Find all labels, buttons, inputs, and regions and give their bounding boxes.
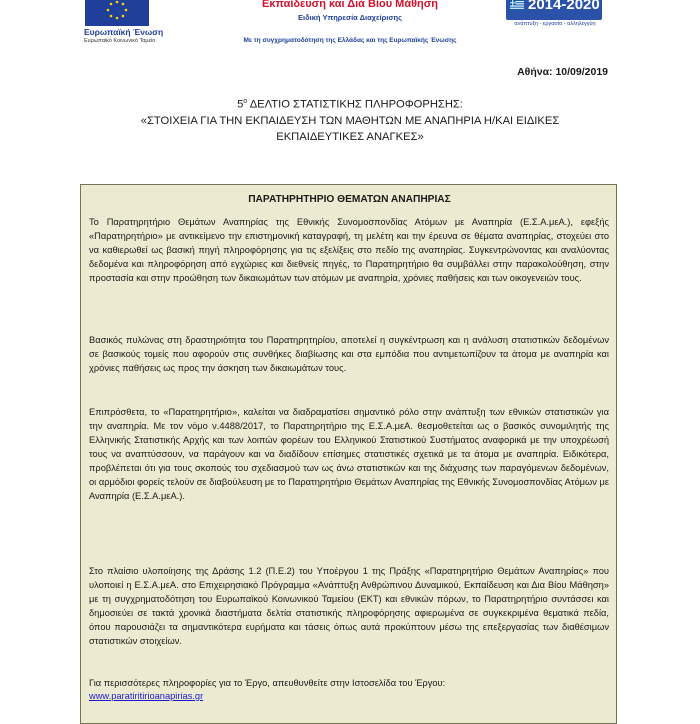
document-header xyxy=(0,0,700,62)
paragraph-4: Στο πλαίσιο υλοποίησης της Δράσης 1.2 (Π.Ε.2) του Υποέργου 1 της Πράξης «Παρατηρητήριο Θεμάτων Αναπηρίας» που υλοποιεί η Ε.Σ.Α.μεΑ. στο Επιχειρησιακό Πρόγραμμα «Ανάπτυξη Ανθρώπινου Δυναμικού, Εκπαίδευση και Δια Βίου Μάθηση» με τη συγχρηματοδότηση του Ευρωπαϊκού Κοινωνικού Ταμείου (ΕΚΤ) και εθνικών πόρων, το Παρατηρητήριο συντάσσει και δημοσιεύει σε τακτά χρονικά διαστήματα δελτία στατιστικής πληροφόρησης αφιερωμένα σε συγκεκριμένα θεματικά πεδία, όπου παρουσιάζει τα σημαντικότερα ευρήματα και τάσεις όπως αυτά προκύπτουν μέσω της επεξεργασίας των διαθέσιμων στατιστικών στοιχείων. xyxy=(89,566,609,646)
title-number-suffix: ο xyxy=(243,98,248,105)
observatory-info-box xyxy=(80,184,617,724)
title-line-1-text: ΔΕΛΤΙΟ ΣΤΑΤΙΣΤΙΚΗΣ ΠΛΗΡΟΦΟΡΗΣΗΣ: xyxy=(247,98,463,111)
program-title: Εκπαίδευση και Διά Βίου Μάθηση xyxy=(261,0,439,10)
espa-logo xyxy=(506,0,602,20)
paragraph-2: Βασικός πυλώνας στη δραστηριότητα του Παρατηρητηρίου, αποτελεί η συγκέντρωση και η ανάλυση στατιστικών δεδομένων σε βασικούς τομείς που αφορούν στις συνθήκες διαβίωσης και στα εμπόδια που αντιμετωπίζουν τα άτομα με αναπηρία και χρόνιες παθήσεις ως προς την άσκηση των δικαιωμάτων τους. xyxy=(89,335,609,373)
eu-flag-icon xyxy=(85,0,149,26)
project-website-link[interactable]: www.paratiritirioanapirias.gr xyxy=(89,691,204,701)
paragraph-5: Για περισσότερες πληροφορίες για το Έργο, απευθυνθείτε στην Ιστοσελίδα του Έργου: xyxy=(89,678,446,688)
title-line-1 xyxy=(90,94,610,113)
title-number: 5 xyxy=(237,98,244,111)
paragraph-3: Επιπρόσθετα, το «Παρατηρητήριο», καλείται να διαδραματίσει σημαντικό ρόλο στην ανάπτυξη των εθνικών στατιστικών για την αναπηρία. Με τον νόμο ν.4488/2017, το Παρατηρητήριο της Ε.Σ.Α.μεΑ. θεσμοθετείται ως ο βασικός συνομιλητής της Ελληνικής Στατιστικής Αρχής και των λοιπών φορέων του Ελληνικού Στατιστικού Συστήματος αναφορικά με την υποχρέωσή τους να αναπτύσσουν, να παράγουν και να διαδίδουν επίσημες στατιστικές σχετικά με τα άτομα με αναπηρία. Ειδικότερα, προβλέπεται ότι για τους σκοπούς του σχεδιασμού των ως άνω στατιστικών και της διάχυσης των παραγόμενων δεδομένων, οι αρμόδιοι φορείς τελούν σε διαβούλευση με το Παρατηρητήριο Θεμάτων Αναπηρίας της Εθνικής Συνομοσπονδίας Ατόμων με Αναπηρία (Ε.Σ.Α.μεΑ.). xyxy=(89,407,609,501)
eu-label: Ευρωπαϊκή Ένωση xyxy=(84,27,164,37)
eu-flag-logo xyxy=(85,0,149,26)
document-title xyxy=(90,94,610,145)
paragraph-1: Το Παρατηρητήριο Θεμάτων Αναπηρίας της Εθνικής Συνομοσπονδίας Ατόμων με Αναπηρία (Ε.Σ.Α.μεΑ.), εφεξής «Παρατηρητήριο» με αντικείμενο την επιστημονική καταγραφή, τη μελέτη και την έρευνα σε θέματα αναπηρίας, στοχεύει στο να καθιερωθεί ως βασική πηγή πληροφόρησης για τις εξελίξεις στο πεδίο της αναπηρίας. Συγκεντρώνοντας και αναλύοντας δεδομένα και πληροφόρηση από εγχώριες και διεθνείς πηγές, το Παρατηρητήριο θα συμβάλλει στην παρακολούθηση, στην προστασία και στην προώθηση των δικαιωμάτων των ατόμων με αναπηρία, χρόνιες παθήσεις και των οικογενειών τους. xyxy=(89,217,609,283)
greek-flag-icon xyxy=(510,0,524,10)
espa-years: 2014-2020 xyxy=(528,0,600,13)
eu-fund-label: Ευρωπαϊκό Κοινωνικό Ταμείο xyxy=(84,38,156,44)
title-line-3: ΕΚΠΑΙΔΕΥΤΙΚΕΣ ΑΝΑΓΚΕΣ» xyxy=(276,130,424,143)
title-line-2: «ΣΤΟΙΧΕΙΑ ΓΙΑ ΤΗΝ ΕΚΠΑΙΔΕΥΣΗ ΤΩΝ ΜΑΘΗΤΩΝ ΜΕ ΑΝΑΠΗΡΙΑ Η/ΚΑΙ ΕΙΔΙΚΕΣ xyxy=(140,114,560,127)
espa-slogan: ανάπτυξη - εργασία - αλληλεγγύη xyxy=(514,21,596,27)
document-date: Αθήνα: 10/09/2019 xyxy=(517,66,608,78)
program-subtitle: Ειδική Υπηρεσία Διαχείρισης xyxy=(298,13,402,22)
box-heading: ΠΑΡΑΤΗΡΗΤΗΡΙΟ ΘΕΜΑΤΩΝ ΑΝΑΠΗΡΙΑΣ xyxy=(248,194,451,205)
cofunding-note: Με τη συγχρηματοδότηση της Ελλάδας και της Ευρωπαϊκής Ένωσης xyxy=(243,37,457,44)
